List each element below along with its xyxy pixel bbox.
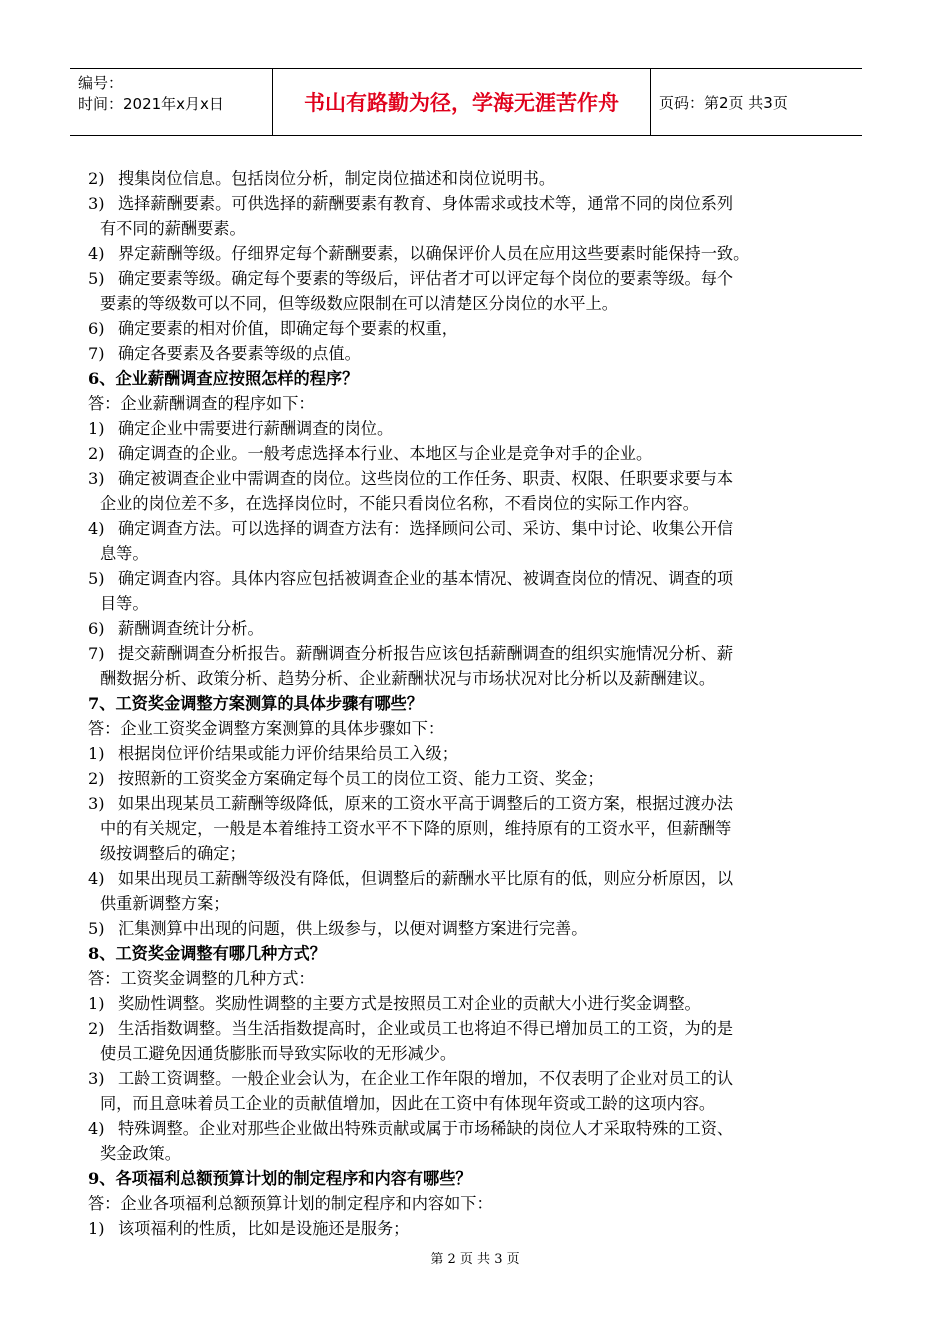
- answer-intro: 答：企业薪酬调查的程序如下：: [88, 394, 315, 413]
- list-item-continuation: 同，而且意味着员工企业的贡献值增加，因此在工资中有体现年资或工龄的这项内容。: [100, 1094, 716, 1113]
- list-item: [88, 441, 858, 466]
- list-item: [88, 1116, 858, 1141]
- list-item-text: 界定薪酬等级。仔细界定每个薪酬要素，以确保评价人员在应用这些要素时能保持一致。: [118, 244, 750, 263]
- list-item-text: 汇集测算中出现的问题，供上级参与，以便对调整方案进行完善。: [118, 919, 588, 938]
- list-item-number: 1): [88, 1219, 105, 1238]
- section-heading: 6、企业薪酬调查应按照怎样的程序？: [88, 369, 359, 388]
- list-item: [88, 416, 858, 441]
- list-item-number: 1): [88, 419, 105, 438]
- list-item-number: 4): [88, 1119, 105, 1138]
- list-item-continuation: 奖金政策。: [100, 1144, 181, 1163]
- list-item: [88, 166, 858, 191]
- list-item-text: 确定企业中需要进行薪酬调查的岗位。: [118, 419, 394, 438]
- list-item-text: 薪酬调查统计分析。: [118, 619, 264, 638]
- list-item-text: 根据岗位评价结果或能力评价结果给员工入级；: [118, 744, 458, 763]
- answer-intro: 答：工资奖金调整的几种方式：: [88, 969, 315, 988]
- list-item-continuation: 要素的等级数可以不同，但等级数应限制在可以清楚区分岗位的水平上。: [100, 294, 618, 313]
- list-item: [88, 466, 858, 491]
- list-item: [88, 616, 858, 641]
- list-item: [88, 766, 858, 791]
- list-item-number: 4): [88, 244, 105, 263]
- list-item: [88, 1016, 858, 1041]
- header-meta: [70, 69, 273, 135]
- list-item-continuation: 酬数据分析、政策分析、趋势分析、企业薪酬状况与市场状况对比分析以及薪酬建议。: [100, 669, 716, 688]
- list-item: [88, 516, 858, 541]
- list-item-number: 3): [88, 469, 105, 488]
- list-item-number: 6): [88, 319, 105, 338]
- list-item-text: 生活指数调整。当生活指数提高时，企业或员工也将迫不得已增加员工的工资，为的是: [118, 1019, 734, 1038]
- document-number-label: 编号：: [78, 74, 124, 92]
- list-item: [88, 641, 858, 666]
- list-item: [88, 266, 858, 291]
- list-item-text: 如果出现某员工薪酬等级降低，原来的工资水平高于调整后的工资方案，根据过渡办法: [118, 794, 734, 813]
- list-item-number: 2): [88, 169, 105, 188]
- list-item-number: 5): [88, 569, 105, 588]
- list-item: [88, 1216, 858, 1241]
- list-item-continuation: 目等。: [100, 594, 149, 613]
- list-item: [88, 791, 858, 816]
- list-item-text: 工龄工资调整。一般企业会认为，在企业工作年限的增加，不仅表明了企业对员工的认: [118, 1069, 734, 1088]
- list-item-number: 1): [88, 994, 105, 1013]
- list-item-text: 确定要素等级。确定每个要素的等级后，评估者才可以评定每个岗位的要素等级。每个: [118, 269, 734, 288]
- list-item-text: 确定调查内容。具体内容应包括被调查企业的基本情况、被调查岗位的情况、调查的项: [118, 569, 734, 588]
- page-header: [70, 68, 862, 136]
- list-item-continuation: 供重新调整方案；: [100, 894, 230, 913]
- list-item-continuation: 有不同的薪酬要素。: [100, 219, 246, 238]
- list-item-continuation: 使员工避免因通货膨胀而导致实际收的无形减少。: [100, 1044, 457, 1063]
- list-item: [88, 316, 858, 341]
- list-item-number: 3): [88, 1069, 105, 1088]
- list-item-number: 6): [88, 619, 105, 638]
- header-motto: 书山有路勤为径，学海无涯苦作舟: [273, 69, 651, 135]
- list-item: [88, 566, 858, 591]
- list-item: [88, 741, 858, 766]
- list-item-number: 4): [88, 869, 105, 888]
- section-heading: 7、工资奖金调整方案测算的具体步骤有哪些？: [88, 694, 424, 713]
- list-item-text: 奖励性调整。奖励性调整的主要方式是按照员工对企业的贡献大小进行奖金调整。: [118, 994, 701, 1013]
- header-page-info: 页码：第2页 共3页: [659, 93, 788, 112]
- list-item-text: 如果出现员工薪酬等级没有降低，但调整后的薪酬水平比原有的低，则应分析原因，以: [118, 869, 734, 888]
- document-body: [88, 166, 858, 1241]
- list-item-text: 确定调查方法。可以选择的调查方法有：选择顾问公司、采访、集中讨论、收集公开信: [118, 519, 734, 538]
- answer-intro: 答：企业工资奖金调整方案测算的具体步骤如下：: [88, 719, 445, 738]
- list-item: [88, 991, 858, 1016]
- list-item: [88, 1066, 858, 1091]
- list-item-text: 确定各要素及各要素等级的点值。: [118, 344, 361, 363]
- list-item-text: 特殊调整。企业对那些企业做出特殊贡献或属于市场稀缺的岗位人才采取特殊的工资、: [118, 1119, 734, 1138]
- list-item-number: 2): [88, 769, 105, 788]
- list-item-number: 7): [88, 344, 105, 363]
- list-item-text: 选择薪酬要素。可供选择的薪酬要素有教育、身体需求或技术等，通常不同的岗位系列: [118, 194, 734, 213]
- list-item-number: 3): [88, 194, 105, 213]
- list-item-text: 按照新的工资奖金方案确定每个员工的岗位工资、能力工资、奖金；: [118, 769, 604, 788]
- list-item-text: 提交薪酬调查分析报告。薪酬调查分析报告应该包括薪酬调查的组织实施情况分析、薪: [118, 644, 734, 663]
- list-item-continuation: 息等。: [100, 544, 149, 563]
- list-item-text: 搜集岗位信息。包括岗位分析，制定岗位描述和岗位说明书。: [118, 169, 556, 188]
- list-item-text: 确定调查的企业。一般考虑选择本行业、本地区与企业是竞争对手的企业。: [118, 444, 653, 463]
- page-footer: 第 2 页 共 3 页: [430, 1252, 520, 1267]
- list-item-number: 2): [88, 1019, 105, 1038]
- list-item-continuation: 级按调整后的确定；: [100, 844, 246, 863]
- list-item-text: 该项福利的性质，比如是设施还是服务；: [118, 1219, 410, 1238]
- list-item-text: 确定被调查企业中需调查的岗位。这些岗位的工作任务、职责、权限、任职要求要与本: [118, 469, 734, 488]
- list-item-continuation: 中的有关规定，一般是本着维持工资水平不下降的原则，维持原有的工资水平，但薪酬等: [100, 819, 732, 838]
- list-item: [88, 241, 858, 266]
- list-item-number: 4): [88, 519, 105, 538]
- section-heading: 9、各项福利总额预算计划的制定程序和内容有哪些？: [88, 1169, 472, 1188]
- document-time: 时间：2021年x月x日: [78, 95, 224, 113]
- list-item: [88, 341, 858, 366]
- section-heading: 8、工资奖金调整有哪几种方式？: [88, 944, 326, 963]
- list-item: [88, 916, 858, 941]
- list-item-continuation: 企业的岗位差不多，在选择岗位时，不能只看岗位名称，不看岗位的实际工作内容。: [100, 494, 699, 513]
- list-item-number: 2): [88, 444, 105, 463]
- list-item-number: 5): [88, 269, 105, 288]
- answer-intro: 答：企业各项福利总额预算计划的制定程序和内容如下：: [88, 1194, 493, 1213]
- list-item: [88, 191, 858, 216]
- list-item: [88, 866, 858, 891]
- list-item-number: 3): [88, 794, 105, 813]
- list-item-number: 5): [88, 919, 105, 938]
- list-item-text: 确定要素的相对价值，即确定每个要素的权重，: [118, 319, 458, 338]
- list-item-number: 1): [88, 744, 105, 763]
- list-item-number: 7): [88, 644, 105, 663]
